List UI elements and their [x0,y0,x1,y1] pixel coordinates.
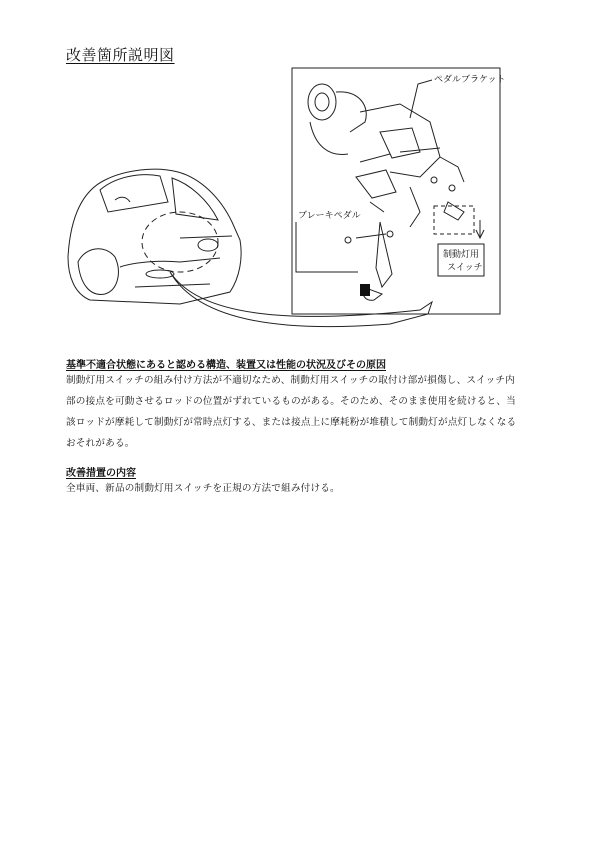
callout-arrow [170,272,432,327]
label-brake-pedal: ブレーキペダル [298,211,361,221]
page-title: 改善箇所説明図 [66,46,175,64]
label-switch-line2: スイッチ [447,263,483,273]
section1-heading: 基準不適合状態にあると認める構造、装置又は性能の状況及びその原因 [66,360,386,371]
section2-body: 全車両、新品の制動灯用スイッチを正規の方法で組み付ける。 [66,483,340,494]
car-illustration [68,169,241,304]
label-switch-line1: 制動灯用 [443,250,480,260]
section1-line: 部の接点を可動させるロッドの位置がずれているものがある。そのため、そのまま使用を続けると、当 [66,396,516,407]
section1-line: おそれがある。 [66,438,135,449]
section1-line: 該ロッドが摩耗して制動灯が常時点灯する、または接点上に摩耗粉が堆積して制動灯が点灯しなくなる [66,417,517,428]
label-pedal-bracket: ペダルブラケット [434,75,506,85]
section2-heading: 改善措置の内容 [66,468,136,479]
pedal-pad [360,284,370,296]
detail-circle [142,212,218,272]
improvement-diagram [60,62,510,332]
section1-line: 制動灯用スイッチの組み付け方法が不適切なため、制動灯用スイッチの取付け部が損傷し、スイッチ内 [66,375,515,386]
section1-body [66,370,548,454]
switch-callout [434,206,474,234]
